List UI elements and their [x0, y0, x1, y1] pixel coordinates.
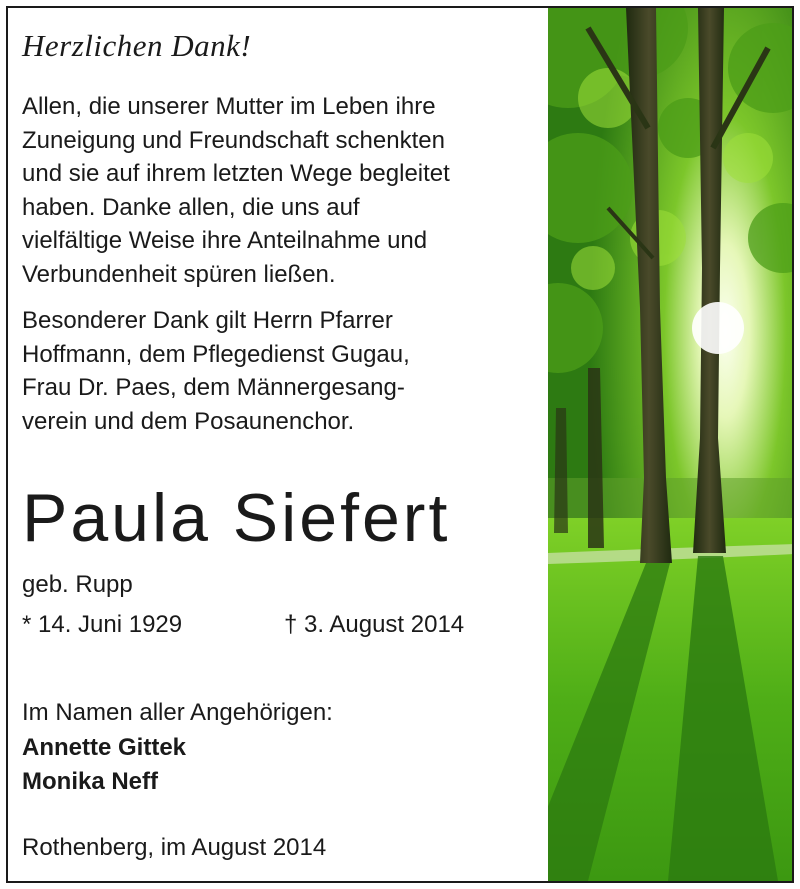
text-line: Frau Dr. Paes, dem Männergesang-	[22, 374, 405, 401]
signature-intro: Im Namen aller Angehörigen:	[22, 699, 333, 726]
park-trees-sunlight-image	[548, 8, 794, 881]
text-line: Hoffmann, dem Pflegedienst Gugau,	[22, 340, 410, 368]
text-line: Besonderer Dank gilt Herrn Pfarrer	[22, 307, 393, 334]
signatory-name: Annette Gittek	[22, 734, 187, 761]
text-line: Allen, die unserer Mutter im Leben ihre	[22, 93, 436, 120]
text-line: verein und dem Posaunenchor.	[22, 407, 355, 435]
deceased-name: Paula Siefert	[22, 480, 451, 556]
place-date: Rothenberg, im August 2014	[22, 834, 327, 861]
signatory-name: Monika Neff	[22, 768, 159, 795]
text-line: Verbundenheit spüren ließen.	[22, 260, 336, 288]
obituary-notice	[6, 6, 794, 883]
maiden-name: geb. Rupp	[22, 571, 133, 598]
text-line: Zuneigung und Freundschaft schenkten	[22, 126, 445, 154]
thanks-paragraph	[22, 90, 450, 291]
birth-date: * 14. Juni 1929	[22, 611, 183, 638]
heading: Herzlichen Dank!	[22, 28, 252, 63]
park-photo-illustration	[548, 8, 794, 881]
special-thanks-paragraph	[22, 304, 410, 438]
text-line: haben. Danke allen, die uns auf	[22, 193, 360, 221]
text-line: vielfältige Weise ihre Anteilnahme und	[22, 227, 428, 254]
text-column	[22, 8, 542, 881]
death-date: † 3. August 2014	[284, 611, 465, 638]
text-line: und sie auf ihrem letzten Wege begleitet	[22, 160, 450, 187]
